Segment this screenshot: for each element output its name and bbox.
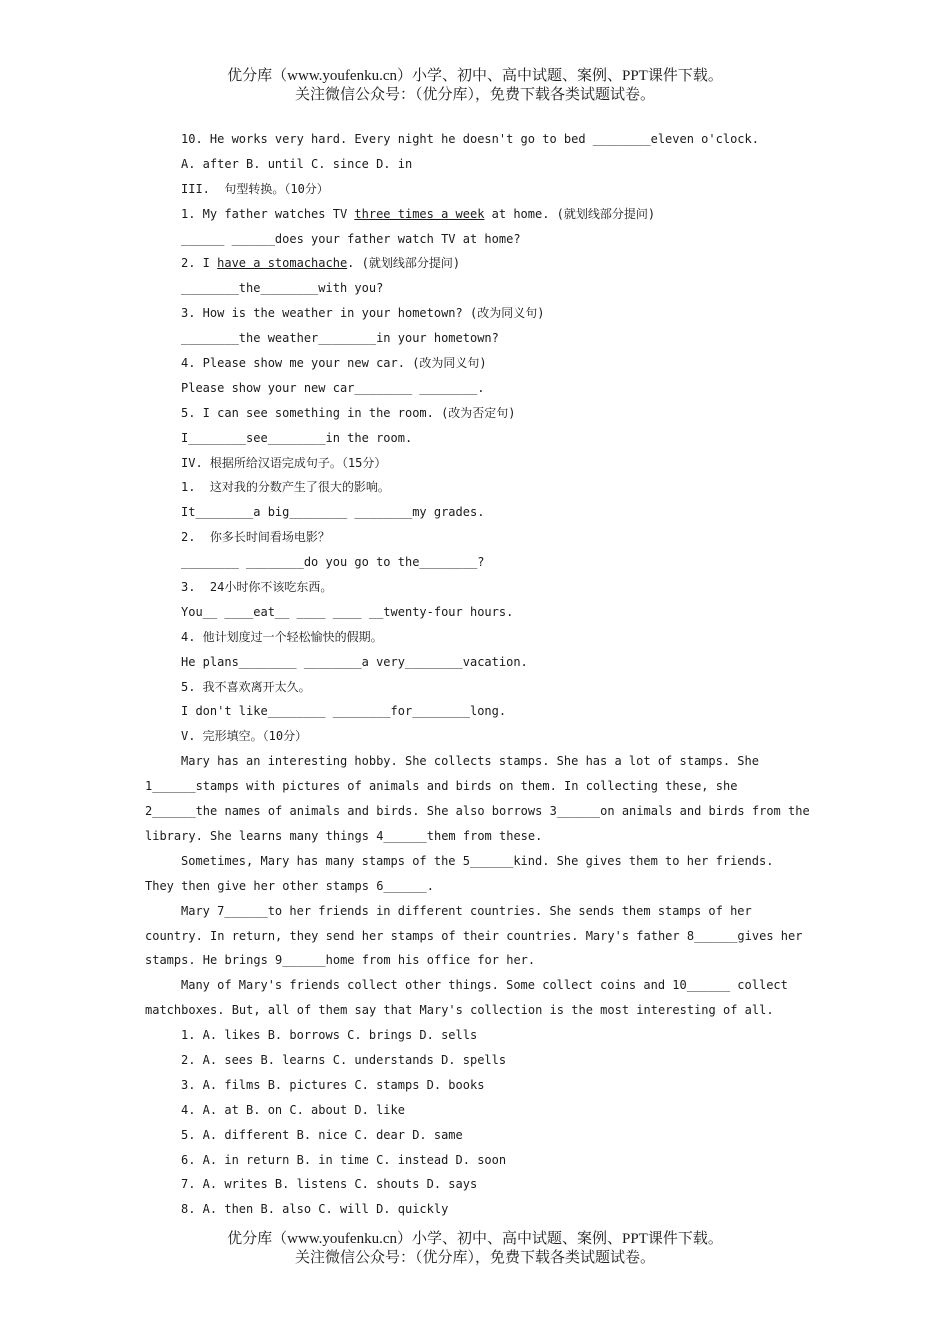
text-line: 5. A. different B. nice C. dear D. same: [181, 1127, 463, 1142]
text-line: 3. A. films B. pictures C. stamps D. books: [181, 1077, 485, 1092]
underlined-phrase: have a stomachache: [217, 256, 348, 271]
text-line: They then give her other stamps 6______.: [145, 878, 434, 893]
text-line: ______ ______does your father watch TV at home?: [181, 231, 521, 246]
text-line: 10. He works very hard. Every night he doesn't go to bed ________eleven o'clock.: [181, 132, 759, 146]
text-line: A. after B. until C. since D. in: [181, 156, 413, 171]
text-line: Please show your new car________ ________.: [181, 380, 485, 395]
text-line: [145, 202, 815, 227]
text-line: 3. How is the weather in your hometown? (改为同义句): [181, 306, 545, 321]
header-line-1: 优分库（www.youfenku.cn）小学、初中、高中试题、案例、PPT课件下载。: [227, 68, 723, 84]
text-line: 1. 这对我的分数产生了很大的影响。: [181, 480, 390, 495]
text-line: [145, 251, 815, 276]
page-footer: [0, 1230, 950, 1268]
text-line: country. In return, they send her stamps of their countries. Mary's father 8______gives her: [145, 928, 803, 943]
text-line: IV. 根据所给汉语完成句子。（15分）: [181, 455, 387, 470]
document-body: [145, 127, 815, 1222]
text-line: 5. I can see something in the room. (改为否定句): [181, 405, 516, 420]
text-segment: . (就划线部分提问): [347, 256, 461, 271]
text-line: Sometimes, Mary has many stamps of the 5______kind. She gives them to her friends.: [181, 853, 774, 868]
footer-line-2: 关注微信公众号：（优分库），免费下载各类试题试卷。: [294, 1250, 655, 1266]
text-line: I________see________in the room.: [181, 430, 413, 445]
text-line: He plans________ ________a very________vacation.: [181, 654, 528, 669]
text-line: 2. A. sees B. learns C. understands D. spells: [181, 1052, 507, 1067]
text-segment: 2. I: [181, 256, 218, 271]
text-line: 6. A. in return B. in time C. instead D. soon: [181, 1152, 507, 1167]
underlined-phrase: three times a week: [354, 206, 485, 221]
text-line: stamps. He brings 9______home from his office for her.: [145, 953, 536, 968]
text-line: 1______stamps with pictures of animals and birds on them. In collecting these, she: [145, 779, 738, 794]
page-header: [0, 67, 950, 105]
text-line: V. 完形填空。（10分）: [181, 729, 308, 744]
text-line: Mary has an interesting hobby. She collects stamps. She has a lot of stamps. She: [181, 754, 759, 769]
text-line: III. 句型转换。（10分）: [181, 181, 329, 196]
text-line: 4. Please show me your new car. (改为同义句): [181, 356, 487, 371]
text-line: 3. 24小时你不该吃东西。: [181, 580, 333, 595]
footer-line-1: 优分库（www.youfenku.cn）小学、初中、高中试题、案例、PPT课件下载。: [227, 1231, 723, 1247]
text-line: matchboxes. But, all of them say that Mary's collection is the most interesting of all.: [145, 1003, 774, 1018]
text-line: Many of Mary's friends collect other things. Some collect coins and 10______ collect: [181, 978, 788, 993]
text-line: 4. 他计划度过一个轻松愉快的假期。: [181, 629, 383, 644]
text-line: I don't like________ ________for________long.: [181, 704, 507, 719]
text-line: 2. 你多长时间看场电影？: [181, 530, 330, 545]
text-segment: 1. My father watches TV: [181, 206, 355, 221]
text-line: Mary 7______to her friends in different countries. She sends them stamps of her: [181, 903, 752, 918]
text-line: You__ ____eat__ ____ ____ __twenty-four hours.: [181, 604, 514, 619]
text-line: It________a big________ ________my grades.: [181, 505, 485, 520]
text-line: ________the weather________in your hometown?: [181, 331, 499, 346]
text-line: 8. A. then B. also C. will D. quickly: [181, 1202, 449, 1217]
text-line: ________the________with you?: [181, 281, 384, 296]
text-line: 7. A. writes B. listens C. shouts D. says: [181, 1177, 478, 1192]
text-line: 5. 我不喜欢离开太久。: [181, 679, 311, 694]
header-line-2: 关注微信公众号：（优分库），免费下载各类试题试卷。: [294, 87, 655, 103]
text-line: 4. A. at B. on C. about D. like: [181, 1102, 405, 1117]
text-line: 1. A. likes B. borrows C. brings D. sells: [181, 1028, 478, 1043]
text-segment: at home. (就划线部分提问): [484, 206, 656, 221]
text-line: ________ ________do you go to the________?: [181, 555, 485, 570]
text-line: library. She learns many things 4______them from these.: [145, 828, 543, 843]
text-line: 2______the names of animals and birds. She also borrows 3______on animals and birds from the: [145, 804, 810, 819]
